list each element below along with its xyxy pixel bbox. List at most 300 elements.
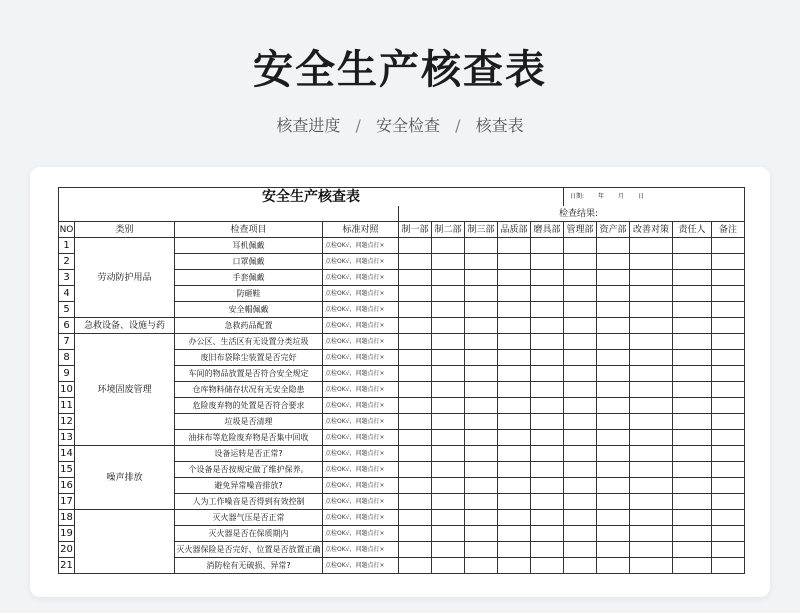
column-header: 责任人 [673, 222, 712, 238]
entry-cell[interactable] [630, 494, 673, 510]
entry-cell[interactable] [564, 478, 597, 494]
entry-cell[interactable] [531, 398, 564, 414]
entry-cell[interactable] [432, 494, 465, 510]
row-number: 6 [59, 318, 75, 334]
entry-cell[interactable] [564, 254, 597, 270]
row-number: 14 [59, 446, 75, 462]
standard-cell: 点检OK√，问题点打× [323, 446, 399, 462]
entry-cell[interactable] [399, 494, 432, 510]
entry-cell[interactable] [564, 558, 597, 574]
standard-cell: 点检OK√，问题点打× [323, 334, 399, 350]
entry-cell[interactable] [498, 238, 531, 254]
entry-cell[interactable] [531, 286, 564, 302]
sheet-header-row [59, 222, 745, 238]
entry-cell[interactable] [597, 238, 630, 254]
entry-cell[interactable] [498, 414, 531, 430]
row-number: 16 [59, 478, 75, 494]
entry-cell[interactable] [399, 318, 432, 334]
check-item: 人为工作噪音是否得到有效控制 [175, 494, 323, 510]
standard-cell: 点检OK√，问题点打× [323, 462, 399, 478]
entry-cell[interactable] [498, 366, 531, 382]
row-number: 5 [59, 302, 75, 318]
entry-cell[interactable] [712, 270, 745, 286]
standard-cell: 点检OK√，问题点打× [323, 270, 399, 286]
row-number: 15 [59, 462, 75, 478]
entry-cell[interactable] [399, 446, 432, 462]
entry-cell[interactable] [597, 462, 630, 478]
entry-cell[interactable] [712, 398, 745, 414]
row-number: 17 [59, 494, 75, 510]
breadcrumb-item-progress[interactable]: 核查进度 [276, 116, 341, 135]
entry-cell[interactable] [630, 526, 673, 542]
entry-cell[interactable] [597, 302, 630, 318]
entry-cell[interactable] [465, 446, 498, 462]
entry-cell[interactable] [399, 478, 432, 494]
entry-cell[interactable] [597, 398, 630, 414]
entry-cell[interactable] [498, 510, 531, 526]
entry-cell[interactable] [531, 430, 564, 446]
breadcrumb [0, 113, 800, 136]
sheet-title: 安全生产核查表 [59, 188, 564, 207]
entry-cell[interactable] [531, 350, 564, 366]
entry-cell[interactable] [531, 414, 564, 430]
entry-cell[interactable] [531, 494, 564, 510]
entry-cell[interactable] [399, 558, 432, 574]
entry-cell[interactable] [399, 526, 432, 542]
entry-cell[interactable] [673, 494, 712, 510]
entry-cell[interactable] [498, 254, 531, 270]
entry-cell[interactable] [564, 510, 597, 526]
entry-cell[interactable] [465, 478, 498, 494]
entry-cell[interactable] [564, 414, 597, 430]
entry-cell[interactable] [399, 542, 432, 558]
entry-cell[interactable] [564, 286, 597, 302]
column-header: 制三部 [465, 222, 498, 238]
entry-cell[interactable] [597, 286, 630, 302]
entry-cell[interactable] [465, 430, 498, 446]
column-header: 资产部 [597, 222, 630, 238]
check-item: 消防栓有无破损、异常? [175, 558, 323, 574]
entry-cell[interactable] [630, 510, 673, 526]
column-header: 备注 [712, 222, 745, 238]
entry-cell[interactable] [673, 478, 712, 494]
entry-cell[interactable] [432, 414, 465, 430]
entry-cell[interactable] [712, 238, 745, 254]
column-header: 类别 [75, 222, 175, 238]
table-row [59, 318, 745, 334]
entry-cell[interactable] [630, 350, 673, 366]
check-item: 灭火器是否在保质期内 [175, 526, 323, 542]
standard-cell: 点检OK√，问题点打× [323, 238, 399, 254]
entry-cell[interactable] [564, 302, 597, 318]
check-item: 油抹布等危险废弃物是否集中回收 [175, 430, 323, 446]
entry-cell[interactable] [630, 302, 673, 318]
table-row [59, 238, 745, 254]
entry-cell[interactable] [630, 478, 673, 494]
entry-cell[interactable] [597, 318, 630, 334]
entry-cell[interactable] [399, 366, 432, 382]
entry-cell[interactable] [712, 254, 745, 270]
entry-cell[interactable] [597, 542, 630, 558]
column-header: 磨具部 [531, 222, 564, 238]
entry-cell[interactable] [432, 350, 465, 366]
day-label: 日 [637, 193, 644, 200]
entry-cell[interactable] [712, 366, 745, 382]
entry-cell[interactable] [465, 382, 498, 398]
result-label: 检查结果: [399, 206, 745, 222]
entry-cell[interactable] [673, 350, 712, 366]
entry-cell[interactable] [630, 382, 673, 398]
entry-cell[interactable] [498, 494, 531, 510]
column-header: 品质部 [498, 222, 531, 238]
row-number: 9 [59, 366, 75, 382]
entry-cell[interactable] [630, 238, 673, 254]
entry-cell[interactable] [673, 366, 712, 382]
standard-cell: 点检OK√，问题点打× [323, 510, 399, 526]
entry-cell[interactable] [432, 510, 465, 526]
entry-cell[interactable] [399, 382, 432, 398]
row-number: 7 [59, 334, 75, 350]
entry-cell[interactable] [712, 478, 745, 494]
entry-cell[interactable] [630, 254, 673, 270]
entry-cell[interactable] [630, 446, 673, 462]
entry-cell[interactable] [465, 558, 498, 574]
standard-cell: 点检OK√，问题点打× [323, 302, 399, 318]
entry-cell[interactable] [597, 414, 630, 430]
column-header: 标准对照 [323, 222, 399, 238]
entry-cell[interactable] [531, 558, 564, 574]
standard-cell: 点检OK√，问题点打× [323, 558, 399, 574]
column-header: 改善对策 [630, 222, 673, 238]
entry-cell[interactable] [432, 270, 465, 286]
category-cell: 急救设备、设施与药 [75, 318, 175, 334]
entry-cell[interactable] [465, 270, 498, 286]
check-item: 灭火器气压是否正常 [175, 510, 323, 526]
entry-cell[interactable] [712, 446, 745, 462]
entry-cell[interactable] [673, 318, 712, 334]
entry-cell[interactable] [564, 382, 597, 398]
entry-cell[interactable] [673, 254, 712, 270]
standard-cell: 点检OK√，问题点打× [323, 382, 399, 398]
entry-cell[interactable] [531, 478, 564, 494]
entry-cell[interactable] [630, 462, 673, 478]
entry-cell[interactable] [712, 526, 745, 542]
entry-cell[interactable] [712, 382, 745, 398]
entry-cell[interactable] [465, 334, 498, 350]
standard-cell: 点检OK√，问题点打× [323, 414, 399, 430]
standard-cell: 点检OK√，问题点打× [323, 318, 399, 334]
entry-cell[interactable] [465, 366, 498, 382]
entry-cell[interactable] [498, 478, 531, 494]
entry-cell[interactable] [399, 462, 432, 478]
column-header: 制一部 [399, 222, 432, 238]
entry-cell[interactable] [564, 366, 597, 382]
entry-cell[interactable] [597, 558, 630, 574]
entry-cell[interactable] [564, 494, 597, 510]
entry-cell[interactable] [712, 414, 745, 430]
standard-cell: 点检OK√，问题点打× [323, 526, 399, 542]
entry-cell[interactable] [597, 478, 630, 494]
entry-cell[interactable] [712, 494, 745, 510]
entry-cell[interactable] [498, 382, 531, 398]
entry-cell[interactable] [712, 430, 745, 446]
entry-cell[interactable] [498, 446, 531, 462]
entry-cell[interactable] [498, 462, 531, 478]
check-item: 防砸鞋 [175, 286, 323, 302]
entry-cell[interactable] [432, 334, 465, 350]
check-item: 危险废弃物的处置是否符合要求 [175, 398, 323, 414]
entry-cell[interactable] [531, 238, 564, 254]
entry-cell[interactable] [673, 446, 712, 462]
entry-cell[interactable] [432, 526, 465, 542]
entry-cell[interactable] [465, 350, 498, 366]
check-item: 设备运转是否正常? [175, 446, 323, 462]
entry-cell[interactable] [531, 318, 564, 334]
entry-cell[interactable] [597, 510, 630, 526]
standard-cell: 点检OK√，问题点打× [323, 350, 399, 366]
entry-cell[interactable] [531, 254, 564, 270]
row-number: 19 [59, 526, 75, 542]
entry-cell[interactable] [531, 446, 564, 462]
column-header: NO [59, 222, 75, 238]
entry-cell[interactable] [673, 510, 712, 526]
month-label: 月 [617, 193, 624, 200]
entry-cell[interactable] [564, 318, 597, 334]
entry-cell[interactable] [465, 414, 498, 430]
entry-cell[interactable] [712, 350, 745, 366]
entry-cell[interactable] [432, 254, 465, 270]
category-cell: 劳动防护用品 [75, 238, 175, 318]
entry-cell[interactable] [531, 542, 564, 558]
check-item: 急救药品配置 [175, 318, 323, 334]
entry-cell[interactable] [465, 254, 498, 270]
entry-cell[interactable] [432, 366, 465, 382]
entry-cell[interactable] [432, 318, 465, 334]
entry-cell[interactable] [498, 318, 531, 334]
entry-cell[interactable] [564, 526, 597, 542]
entry-cell[interactable] [597, 270, 630, 286]
entry-cell[interactable] [432, 542, 465, 558]
entry-cell[interactable] [498, 350, 531, 366]
standard-cell: 点检OK√，问题点打× [323, 286, 399, 302]
row-number: 10 [59, 382, 75, 398]
entry-cell[interactable] [465, 462, 498, 478]
checklist-sheet [58, 187, 745, 574]
entry-cell[interactable] [465, 398, 498, 414]
row-number: 20 [59, 542, 75, 558]
check-item: 个设备是否按规定做了维护保养。 [175, 462, 323, 478]
row-number: 13 [59, 430, 75, 446]
standard-cell: 点检OK√，问题点打× [323, 254, 399, 270]
standard-cell: 点检OK√，问题点打× [323, 494, 399, 510]
entry-cell[interactable] [630, 334, 673, 350]
entry-cell[interactable] [399, 414, 432, 430]
entry-cell[interactable] [399, 302, 432, 318]
preview-card [30, 167, 770, 597]
entry-cell[interactable] [531, 462, 564, 478]
entry-cell[interactable] [673, 430, 712, 446]
entry-cell[interactable] [498, 526, 531, 542]
entry-cell[interactable] [432, 462, 465, 478]
entry-cell[interactable] [673, 398, 712, 414]
check-item: 避免异常噪音排放? [175, 478, 323, 494]
entry-cell[interactable] [630, 414, 673, 430]
entry-cell[interactable] [564, 542, 597, 558]
row-number: 21 [59, 558, 75, 574]
entry-cell[interactable] [432, 558, 465, 574]
entry-cell[interactable] [498, 398, 531, 414]
standard-cell: 点检OK√，问题点打× [323, 398, 399, 414]
entry-cell[interactable] [630, 558, 673, 574]
entry-cell[interactable] [673, 526, 712, 542]
entry-cell[interactable] [465, 318, 498, 334]
entry-cell[interactable] [673, 558, 712, 574]
entry-cell[interactable] [712, 462, 745, 478]
breadcrumb-item-checklist: 核查表 [475, 116, 524, 135]
row-number: 12 [59, 414, 75, 430]
entry-cell[interactable] [673, 302, 712, 318]
entry-cell[interactable] [564, 462, 597, 478]
entry-cell[interactable] [673, 414, 712, 430]
entry-cell[interactable] [399, 270, 432, 286]
entry-cell[interactable] [564, 334, 597, 350]
breadcrumb-item-safety-check[interactable]: 安全检查 [375, 116, 440, 135]
entry-cell[interactable] [399, 238, 432, 254]
entry-cell[interactable] [399, 430, 432, 446]
check-item: 办公区、生活区有无设置分类垃圾 [175, 334, 323, 350]
entry-cell[interactable] [432, 478, 465, 494]
entry-cell[interactable] [432, 430, 465, 446]
breadcrumb-separator: / [455, 116, 461, 135]
date-field[interactable] [564, 188, 745, 207]
standard-cell: 点检OK√，问题点打× [323, 366, 399, 382]
entry-cell[interactable] [498, 542, 531, 558]
entry-cell[interactable] [597, 366, 630, 382]
entry-cell[interactable] [564, 270, 597, 286]
entry-cell[interactable] [465, 286, 498, 302]
entry-cell[interactable] [564, 350, 597, 366]
entry-cell[interactable] [712, 542, 745, 558]
entry-cell[interactable] [399, 398, 432, 414]
entry-cell[interactable] [673, 382, 712, 398]
entry-cell[interactable] [630, 318, 673, 334]
entry-cell[interactable] [564, 446, 597, 462]
entry-cell[interactable] [498, 334, 531, 350]
entry-cell[interactable] [399, 254, 432, 270]
entry-cell[interactable] [531, 526, 564, 542]
entry-cell[interactable] [597, 494, 630, 510]
entry-cell[interactable] [432, 398, 465, 414]
entry-cell[interactable] [630, 398, 673, 414]
entry-cell[interactable] [597, 350, 630, 366]
row-number: 11 [59, 398, 75, 414]
entry-cell[interactable] [399, 350, 432, 366]
entry-cell[interactable] [597, 526, 630, 542]
entry-cell[interactable] [712, 302, 745, 318]
standard-cell: 点检OK√，问题点打× [323, 430, 399, 446]
entry-cell[interactable] [564, 398, 597, 414]
row-number: 3 [59, 270, 75, 286]
entry-cell[interactable] [498, 430, 531, 446]
entry-cell[interactable] [673, 238, 712, 254]
entry-cell[interactable] [465, 238, 498, 254]
entry-cell[interactable] [712, 510, 745, 526]
entry-cell[interactable] [673, 270, 712, 286]
check-item: 安全帽佩戴 [175, 302, 323, 318]
entry-cell[interactable] [630, 430, 673, 446]
entry-cell[interactable] [432, 286, 465, 302]
entry-cell[interactable] [498, 558, 531, 574]
entry-cell[interactable] [630, 366, 673, 382]
entry-cell[interactable] [630, 270, 673, 286]
entry-cell[interactable] [597, 446, 630, 462]
entry-cell[interactable] [432, 446, 465, 462]
entry-cell[interactable] [673, 542, 712, 558]
entry-cell[interactable] [564, 430, 597, 446]
entry-cell[interactable] [630, 286, 673, 302]
entry-cell[interactable] [531, 366, 564, 382]
table-row [59, 446, 745, 462]
sheet-title-row [59, 188, 745, 207]
entry-cell[interactable] [498, 302, 531, 318]
row-number: 1 [59, 238, 75, 254]
entry-cell[interactable] [597, 430, 630, 446]
entry-cell[interactable] [465, 494, 498, 510]
row-number: 8 [59, 350, 75, 366]
entry-cell[interactable] [432, 302, 465, 318]
entry-cell[interactable] [712, 334, 745, 350]
row-number: 18 [59, 510, 75, 526]
entry-cell[interactable] [564, 238, 597, 254]
entry-cell[interactable] [465, 526, 498, 542]
entry-cell[interactable] [531, 382, 564, 398]
date-label: 日期: [570, 193, 585, 200]
category-cell [75, 510, 175, 574]
entry-cell[interactable] [712, 558, 745, 574]
entry-cell[interactable] [673, 462, 712, 478]
entry-cell[interactable] [465, 542, 498, 558]
entry-cell[interactable] [531, 334, 564, 350]
row-number: 2 [59, 254, 75, 270]
entry-cell[interactable] [597, 334, 630, 350]
entry-cell[interactable] [597, 382, 630, 398]
entry-cell[interactable] [399, 334, 432, 350]
entry-cell[interactable] [597, 254, 630, 270]
entry-cell[interactable] [432, 382, 465, 398]
entry-cell[interactable] [399, 286, 432, 302]
entry-cell[interactable] [531, 510, 564, 526]
entry-cell[interactable] [399, 510, 432, 526]
entry-cell[interactable] [673, 286, 712, 302]
check-item: 仓库物料储存状况有无安全隐患 [175, 382, 323, 398]
entry-cell[interactable] [465, 510, 498, 526]
entry-cell[interactable] [531, 270, 564, 286]
entry-cell[interactable] [673, 334, 712, 350]
category-cell: 环境固废管理 [75, 334, 175, 446]
table-row [59, 334, 745, 350]
entry-cell[interactable] [498, 286, 531, 302]
entry-cell[interactable] [712, 286, 745, 302]
check-item: 耳机佩戴 [175, 238, 323, 254]
entry-cell[interactable] [531, 302, 564, 318]
entry-cell[interactable] [630, 542, 673, 558]
page-title: 安全生产核查表 [253, 47, 547, 93]
row-number: 4 [59, 286, 75, 302]
entry-cell[interactable] [465, 302, 498, 318]
entry-cell[interactable] [432, 238, 465, 254]
entry-cell[interactable] [498, 270, 531, 286]
entry-cell[interactable] [712, 318, 745, 334]
